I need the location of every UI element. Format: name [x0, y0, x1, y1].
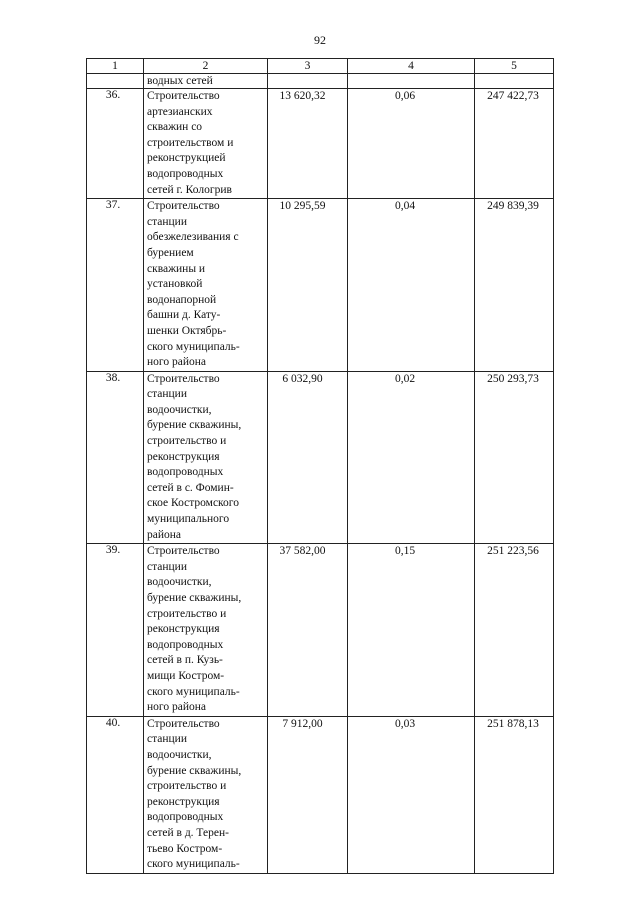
description-line: Строительство: [147, 90, 220, 102]
description-line: Строительство: [147, 717, 220, 730]
cell-description: [144, 371, 268, 544]
cell-value: 10 295,59: [268, 199, 348, 372]
cell-value: 7 912,00: [268, 716, 348, 873]
cell-number: 38.: [87, 371, 144, 544]
description-line: реконструкция: [147, 450, 220, 463]
description-line: сетей в п. Кузь-: [147, 654, 223, 667]
description-line: строительство и: [147, 607, 227, 620]
description-line: ского муниципаль-: [147, 858, 240, 871]
description-line: бурение скважины,: [147, 764, 242, 777]
cell-share: 0,04: [348, 199, 475, 372]
description-line: ного района: [147, 701, 206, 714]
cell-number: 40.: [87, 716, 144, 873]
description-line: бурение скважины,: [147, 592, 242, 604]
cell-number: 36.: [87, 89, 144, 199]
description-line: строительство и: [147, 435, 227, 448]
description-line: водоочистки,: [147, 403, 212, 416]
description-line: установкой: [147, 278, 203, 291]
description-line: водоочистки,: [147, 748, 212, 761]
description-line: башни д. Кату-: [147, 309, 221, 322]
cell-number: 37.: [87, 199, 144, 372]
description-line: водоочистки,: [147, 576, 212, 589]
description-line: водопроводных: [147, 466, 224, 479]
description-line: ского муниципаль-: [147, 685, 240, 698]
cell-share: 0,06: [348, 89, 475, 199]
cell-description: [144, 89, 268, 199]
cell-value: 13 620,32: [268, 89, 348, 199]
description-line: района: [147, 528, 182, 541]
description-line: водопроводных: [147, 167, 224, 180]
description-line: Строительство: [147, 545, 220, 558]
cell-share: 0,02: [348, 371, 475, 544]
cell-cumulative: [475, 74, 554, 89]
description-line: бурение скважины,: [147, 419, 242, 432]
description-line: мищи Костром-: [147, 669, 225, 682]
description-line: водонапорной: [147, 293, 217, 306]
description-line: станции: [147, 388, 187, 401]
cell-description: [144, 199, 268, 372]
header-cell: 2: [144, 59, 268, 74]
cell-value: [268, 74, 348, 89]
description-line: обезжелезивания с: [147, 231, 239, 244]
description-line: тьево Костром-: [147, 842, 223, 855]
cell-value: 6 032,90: [268, 371, 348, 544]
description-line: шенки Октябрь-: [147, 324, 227, 337]
description-line: станции: [147, 733, 187, 746]
header-cell: 5: [475, 59, 554, 74]
table-row: [87, 371, 554, 544]
description-line: бурением: [147, 246, 194, 259]
description-line: станции: [147, 215, 187, 228]
description-line: реконструкцией: [147, 152, 226, 165]
description-line: водопроводных: [147, 638, 224, 651]
description-line: сетей г. Кологрив: [147, 183, 232, 196]
description-line: ского муниципаль-: [147, 340, 240, 353]
cell-cumulative: 251 223,56: [475, 544, 554, 717]
description-line: сетей в д. Терен-: [147, 826, 229, 839]
data-table: [86, 58, 554, 874]
header-cell: 3: [268, 59, 348, 74]
table-row: [87, 544, 554, 717]
cell-cumulative: 251 878,13: [475, 716, 554, 873]
cell-share: [348, 74, 475, 89]
table-row: [87, 89, 554, 199]
description-line: Строительство: [147, 372, 220, 385]
cell-number: [87, 74, 144, 89]
description-line: скважин со: [147, 121, 203, 134]
description-line: реконструкция: [147, 623, 220, 636]
cell-description: [144, 544, 268, 717]
description-line: Строительство: [147, 200, 220, 213]
description-line: ское Костромского: [147, 497, 239, 510]
cell-share: 0,03: [348, 716, 475, 873]
page-number: 92: [314, 33, 326, 47]
cell-number: 39.: [87, 544, 144, 717]
description-line: ного района: [147, 356, 206, 369]
cell-description: [144, 716, 268, 873]
cell-cumulative: 247 422,73: [475, 89, 554, 199]
cell-cumulative: 250 293,73: [475, 371, 554, 544]
header-cell: 1: [87, 59, 144, 74]
table-row: [87, 199, 554, 372]
table-row: [87, 716, 554, 873]
continuation-row: [87, 74, 554, 89]
table-header-row: [87, 59, 554, 74]
description-line: строительство и: [147, 780, 227, 793]
description-line: сетей в с. Фомин-: [147, 481, 234, 494]
description-line: строительством и: [147, 136, 234, 149]
description-line: реконструкция: [147, 795, 220, 808]
description-line: станции: [147, 560, 187, 573]
description-line: скважины и: [147, 262, 206, 275]
description-line: муниципального: [147, 513, 230, 526]
header-cell: 4: [348, 59, 475, 74]
cell-value: 37 582,00: [268, 544, 348, 717]
description-line: артезианских: [147, 105, 213, 118]
description-line: водопроводных: [147, 811, 224, 824]
cell-cumulative: 249 839,39: [475, 199, 554, 372]
cell-description: водных сетей: [144, 74, 268, 89]
cell-share: 0,15: [348, 544, 475, 717]
